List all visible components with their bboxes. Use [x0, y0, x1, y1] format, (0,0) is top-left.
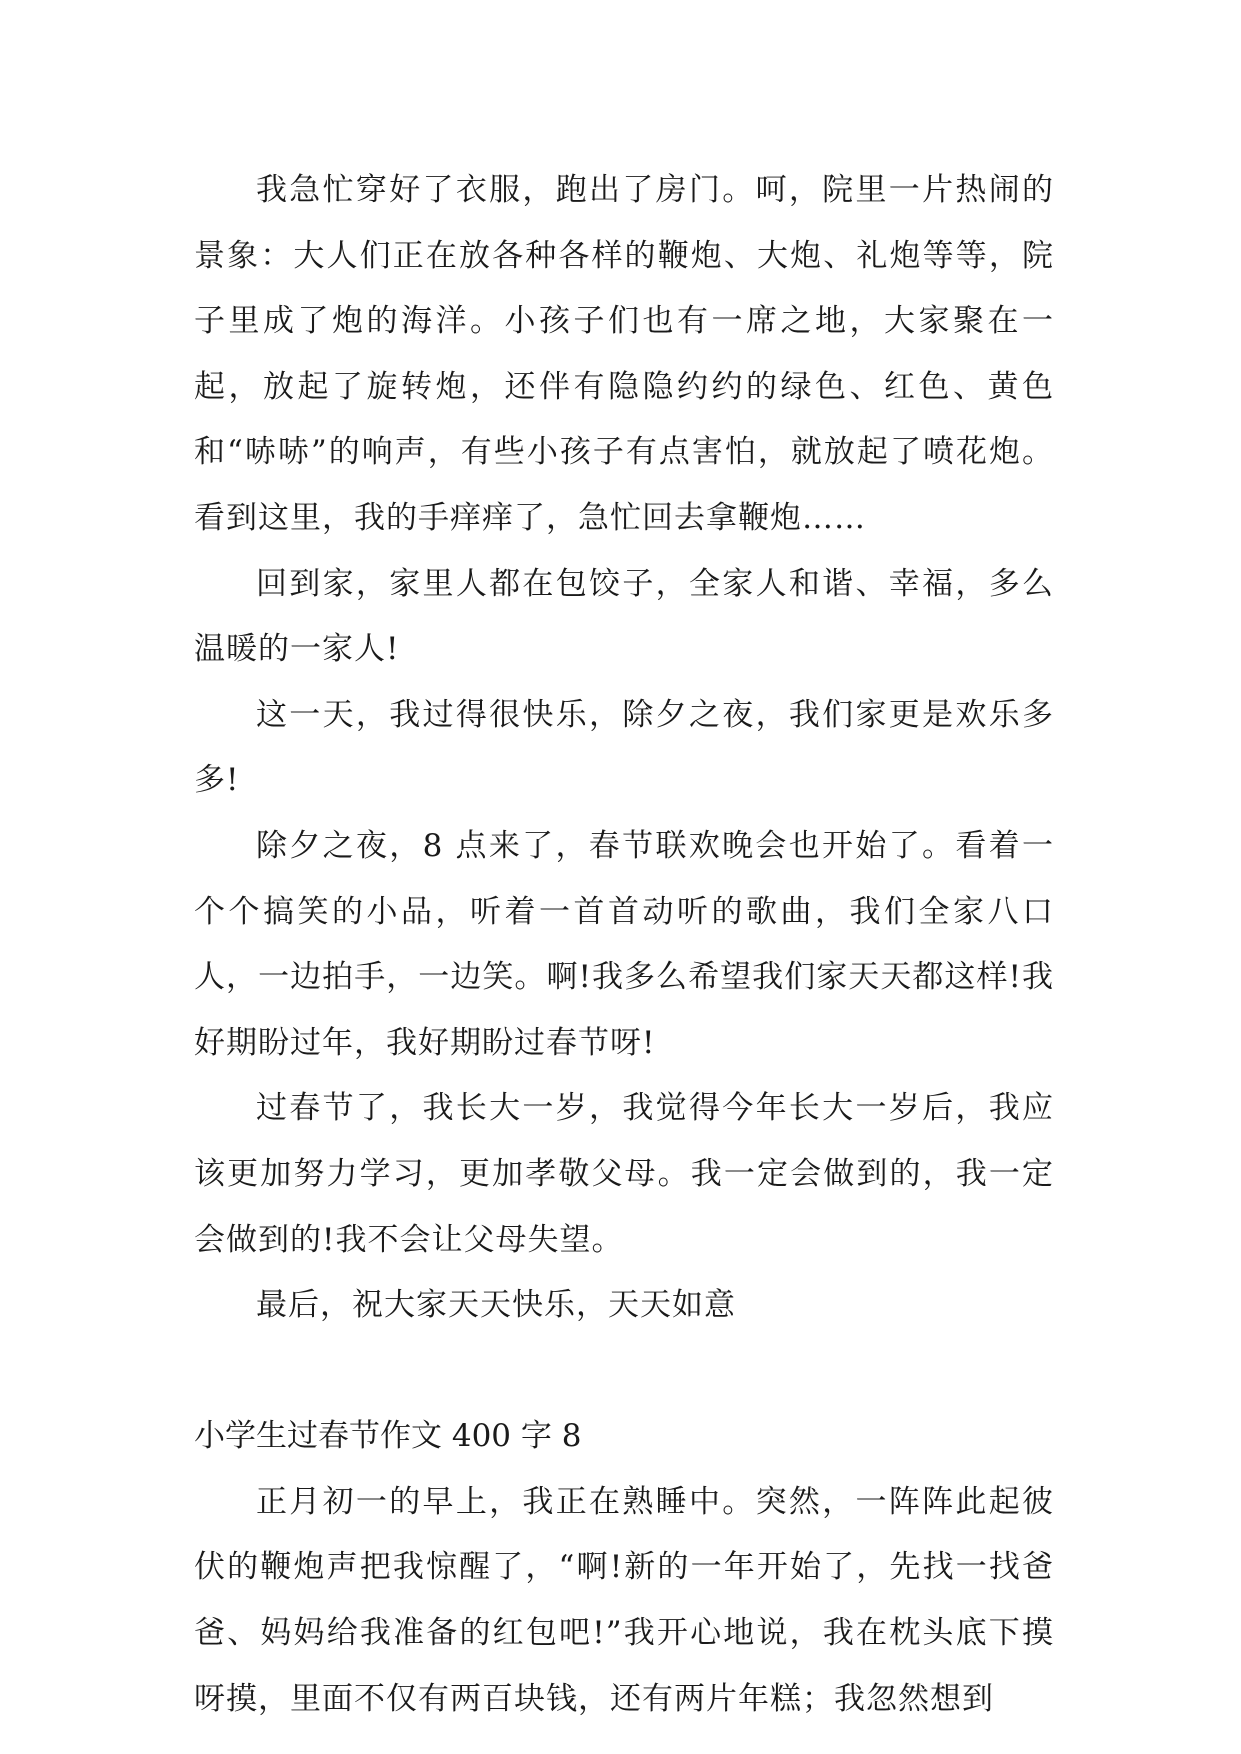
paragraph-courtyard: 我急忙穿好了衣服，跑出了房门。呵，院里一片热闹的景象：大人们正在放各种各样的鞭炮、大炮、礼炮等等，院子里成了炮的海洋。小孩子们也有一席之地，大家聚在一起，放起了旋转炮，还伴有隐隐约约的绿色、红色、黄色和“哧哧”的响声，有些小孩子有点害怕，就放起了喷花炮。看到这里，我的手痒痒了，急忙回去拿鞭炮…… [194, 172, 1054, 536]
paragraph-happy-day: 这一天，我过得很快乐，除夕之夜，我们家更是欢乐多多! [194, 696, 1054, 799]
paragraph-gala: 除夕之夜，8 点来了，春节联欢晚会也开始了。看着一个个搞笑的小品，听着一首首动听的歌曲，我们全家八口人，一边拍手，一边笑。啊!我多么希望我们家天天都这样!我好期盼过年，我好期盼过春节呀! [194, 827, 1054, 1061]
document-page [194, 158, 1054, 1732]
section-title: 小学生过春节作文 400 字 8 [194, 1418, 582, 1455]
paragraph-growing-up: 过春节了，我长大一岁，我觉得今年长大一岁后，我应该更加努力学习，更加孝敬父母。我一定会做到的，我一定会做到的!我不会让父母失望。 [194, 1090, 1054, 1258]
paragraph-new-year-morning: 正月初一的早上，我正在熟睡中。突然，一阵阵此起彼伏的鞭炮声把我惊醒了，“啊!新的一年开始了，先找一找爸爸、妈妈给我准备的红包吧!”我开心地说，我在枕头底下摸呀摸，里面不仅有两百块钱，还有两片年糕；我忽然想到 [194, 1483, 1054, 1717]
paragraph-closing-wish: 最后，祝大家天天快乐，天天如意 [256, 1287, 736, 1324]
paragraph-dumplings: 回到家，家里人都在包饺子，全家人和谐、幸福，多么温暖的一家人! [194, 565, 1054, 668]
